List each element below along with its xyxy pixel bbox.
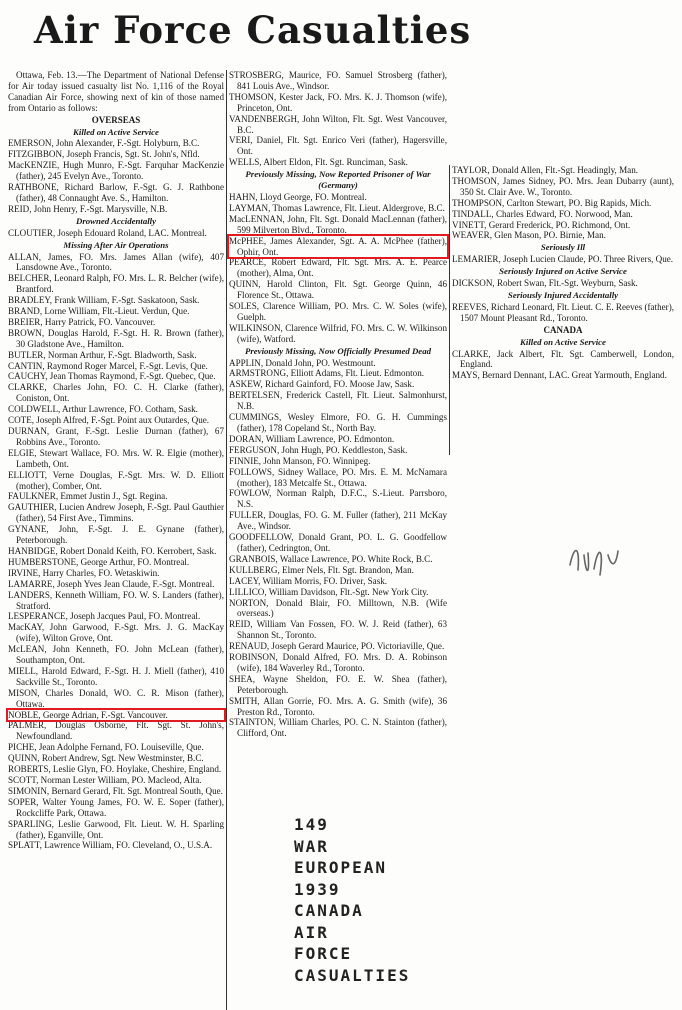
subsection-heading: Previously Missing, Now Reported Prisoner of War (Germany) <box>245 169 431 191</box>
casualty-entry: BRADLEY, Frank William, F.-Sgt. Saskatoon, Sask. <box>8 295 200 306</box>
casualty-entry: SPARLING, Leslie Garwood, Flt. Lieut. W. H. Sparling (father), Eganville, Ont. <box>8 818 224 840</box>
casualty-entry: SCOTT, Norman Lester William, PO. Macleod, Alta. <box>8 775 202 785</box>
casualty-entry: GAUTHIER, Lucien Andrew Joseph, F.-Sgt. Paul Gauthier (father), 54 First Ave., Timmins. <box>8 502 224 524</box>
casualty-entry: WELLS, Albert Eldon, Flt. Sgt. Runciman, Sask. <box>229 157 408 168</box>
casualty-entry: LACEY, William Morris, FO. Driver, Sask. <box>229 575 388 586</box>
casualty-entry: SOPER, Walter Young James, FO. W. E. Soper (father), Rockcliffe Park, Ottawa. <box>8 796 224 818</box>
casualty-entry: QUINN, Harold Clinton, Flt. Sgt. George Quinn, 46 Florence St., Ottawa. <box>229 279 447 301</box>
casualty-entry: CLOUTIER, Joseph Edouard Roland, LAC. Montreal. <box>8 227 207 238</box>
subsection-heading: Missing After Air Operations <box>63 239 169 250</box>
casualty-entry: PALMER, Douglas Osborne, Flt. Sgt. St. John's, Newfoundland. <box>8 720 224 742</box>
headline: Air Force Casualties <box>34 8 472 52</box>
column-2 <box>229 70 447 739</box>
casualty-entry: IRVINE, Harry Charles, FO. Wetaskiwin. <box>8 567 160 578</box>
casualty-entry: CLARKE, Jack Albert, Flt. Sgt. Camberwell, London, England. <box>452 348 674 370</box>
casualty-entry: HUMBERSTONE, George Arthur, FO. Montreal. <box>8 556 190 567</box>
casualty-entry: MAYS, Bernard Dennant, LAC. Great Yarmouth, England. <box>452 370 667 381</box>
stamp-line: 1939 <box>294 879 341 899</box>
stamp-line: 149 <box>294 815 329 834</box>
casualty-entry: STAINTON, William Charles, PO. C. N. Stainton (father), Clifford, Ont. <box>229 717 447 739</box>
casualty-entry: CLARKE, Charles John, FO. C. H. Clarke (father), Coniston, Ont. <box>8 382 224 404</box>
stamp-line: CANADA <box>294 901 364 920</box>
subsection-heading: Previously Missing, Now Officially Presumed Dead <box>244 345 432 356</box>
column-3 <box>452 165 674 381</box>
stamp-line: WAR <box>294 836 329 856</box>
casualty-entry: WILKINSON, Clarence Wilfrid, FO. Mrs. C. W. Wilkinson (wife), Watford. <box>229 322 447 344</box>
casualty-entry: CANTIN, Raymond Roger Marcel, F.-Sgt. Levis, Que. <box>8 360 208 371</box>
casualty-entry: MISON, Charles Donald, WO. C. R. Mison (father), Ottawa. <box>8 687 224 709</box>
casualty-entry: SOLES, Clarence William, PO. Mrs. C. W. Soles (wife), Guelph. <box>229 301 447 322</box>
casualty-entry: ALLAN, James, FO. Mrs. James Allan (wife), 407 Lansdowne Ave., Toronto. <box>8 251 224 273</box>
casualty-entry: McLEAN, John Kenneth, FO. John McLean (father), Southampton, Ont. <box>8 644 224 666</box>
casualty-entry: LAMARRE, Joseph Yves Jean Claude, F.-Sgt. Montreal. <box>8 578 215 589</box>
casualty-entry: FOLLOWS, Sidney Wallace, PO. Mrs. E. M. McNamara (mother), 183 Metcalfe St., Ottawa. <box>229 466 447 488</box>
subsection-heading: Drowned Accidentally <box>75 215 157 226</box>
highlighted-casualty-entry: McPHEE, James Alexander, Sgt. A. A. McPhee (father), Ophir, Ont. <box>229 235 447 257</box>
casualty-entry: KULLBERG, Elmer Nels, Flt. Sgt. Brandon, Man. <box>229 564 414 575</box>
casualty-entry: BREIER, Harry Patrick, FO. Vancouver. <box>8 316 156 327</box>
casualty-entry: REID, John Henry, F.-Sgt. Marysville, N.B. <box>8 203 168 214</box>
casualty-entry: GOODFELLOW, Donald Grant, PO. L. G. Goodfellow (father), Cedrington, Ont. <box>229 532 447 553</box>
casualty-entry: PEARCE, Robert Edward, Flt. Sgt. Mrs. A. E. Pearce (mother), Alma, Ont. <box>229 257 447 279</box>
casualty-entry: COTE, Joseph Alfred, F.-Sgt. Point aux Outardes, Que. <box>8 415 210 426</box>
casualty-entry: ELGIE, Stewart Wallace, FO. Mrs. W. R. Elgie (mother), Lambeth, Ont. <box>8 447 224 469</box>
casualty-entry: BERTELSEN, Frederick Castell, Flt. Lieut. Salmonhurst, N.B. <box>229 390 447 412</box>
casualty-entry: REEVES, Richard Leonard, Flt. Lieut. C. E. Reeves (father), 1507 Mount Pleasant Rd., Toronto. <box>452 301 674 323</box>
casualty-entry: ROBERTS, Leslie Glyn, FO. Hoylake, Cheshire, England. <box>8 764 222 775</box>
casualty-entry: LILLICO, William Davidson, Flt.-Sgt. New York City. <box>229 586 429 597</box>
casualty-entry: STROSBERG, Maurice, FO. Samuel Strosberg (father), 841 Louis Ave., Windsor. <box>229 70 447 91</box>
casualty-entry: THOMSON, James Sidney, PO. Mrs. Jean Dubarry (aunt), 350 St. Clair Ave. W., Toronto. <box>452 175 674 197</box>
casualty-entry: HAHN, Lloyd George, FO. Montreal. <box>229 191 367 202</box>
section-heading: CANADA <box>543 324 583 335</box>
casualty-entry: ELLIOTT, Verne Douglas, F.-Sgt. Mrs. W. D. Elliott (mother), Comber, Ont. <box>8 469 224 491</box>
casualty-entry: SMITH, Allan Gorrie, FO. Mrs. A. G. Smith (wife), 36 Preston Rd., Toronto. <box>229 695 447 717</box>
casualty-entry: RENAUD, Joseph Gerard Maurice, PO. Victoriaville, Que. <box>229 641 445 652</box>
casualty-entry: RATHBONE, Richard Barlow, F.-Sgt. G. J. Rathbone (father), 48 Connaught Ave. S., Hamilton. <box>8 182 224 203</box>
casualty-entry: BRAND, Lorne William, Flt.-Lieut. Verdun, Que. <box>8 306 190 317</box>
casualty-entry: MIELL, Harold Edward, F.-Sgt. H. J. Miell (father), 410 Sackville St., Toronto. <box>8 665 224 687</box>
casualty-entry: EMERSON, John Alexander, F.-Sgt. Holyburn, B.C. <box>8 138 200 149</box>
casualty-entry: BROWN, Douglas Harold, F.-Sgt. H. R. Brown (father), 30 Gladstone Ave., Hamilton. <box>8 327 224 349</box>
dateline-intro: Ottawa, Feb. 13.—The Department of National Defense for Air today issued casualty list No. 1,116 of the Royal Canadian Air Force, showing next of kin of those named from Ontario as follows: <box>8 70 224 113</box>
casualty-entry: TINDALL, Charles Edward, FO. Norwood, Man. <box>452 208 633 219</box>
casualty-entry: HANBIDGE, Robert Donald Keith, FO. Kerrobert, Sask. <box>8 545 217 556</box>
subsection-heading: Seriously Ill <box>540 242 586 253</box>
subsection-heading: Killed on Active Service <box>520 336 606 347</box>
casualty-entry: FULLER, Douglas, FO. G. M. Fuller (father), 211 McKay Ave., Windsor. <box>229 510 447 532</box>
casualty-entry: COLDWELL, Arthur Lawrence, FO. Cotham, Sask. <box>8 404 198 415</box>
casualty-entry: VINETT, Gerard Frederick, PO. Richmond, Ont. <box>452 219 631 230</box>
subsection-heading: Seriously Injured Accidentally <box>507 289 619 300</box>
casualty-entry: ROBINSON, Donald Alfred, FO. Mrs. D. A. Robinson (wife), 184 Waverley Rd., Toronto. <box>229 652 447 673</box>
casualty-entry: FOWLOW, Norman Ralph, D.F.C., S.-Lieut. Parrsboro, N.S. <box>229 488 447 510</box>
casualty-entry: TAYLOR, Donald Allen, Flt.-Sgt. Headingly, Man. <box>452 165 639 175</box>
stamp-line: CASUALTIES <box>294 965 411 985</box>
casualty-entry: ASKEW, Richard Gainford, FO. Moose Jaw, Sask. <box>229 379 415 390</box>
casualty-entry: WEAVER, Glen Mason, PO. Birnie, Man. <box>452 230 606 241</box>
casualty-entry: BELCHER, Leonard Ralph, FO. Mrs. L. R. Belcher (wife), Brantford. <box>8 273 224 295</box>
casualty-entry: SIMONIN, Bernard Gerard, Flt. Sgt. Montreal South, Que. <box>8 785 223 796</box>
casualty-entry: GYNANE, John, F.-Sgt. J. E. Gynane (father), Peterborough. <box>8 524 224 546</box>
archive-stamp <box>294 814 410 986</box>
stamp-line: AIR <box>294 922 329 942</box>
casualty-entry: LESPERANCE, Joseph Jacques Paul, FO. Montreal. <box>8 611 201 622</box>
casualty-entry: FERGUSON, John Hugh, PO. Keddleston, Sask. <box>229 444 408 455</box>
column-rule <box>226 70 227 1010</box>
casualty-entry: MacKENZIE, Hugh Munro, F.-Sgt. Farquhar MacKenzie (father), 245 Evelyn Ave., Toronto. <box>8 160 224 182</box>
casualty-entry: NORTON, Donald Blair, FO. Milltown, N.B. (Wife overseas.) <box>229 597 447 619</box>
section-heading: OVERSEAS <box>91 114 141 125</box>
casualty-entry: DORAN, William Lawrence, PO. Edmonton. <box>229 433 395 444</box>
casualty-entry: REID, William Van Fossen, FO. W. J. Reid (father), 63 Shannon St., Toronto. <box>229 619 447 641</box>
casualty-entry: THOMPSON, Carlton Stewart, PO. Big Rapids, Mich. <box>452 197 652 208</box>
casualty-entry: FINNIE, John Manson, FO. Winnipeg. <box>229 455 371 466</box>
casualty-entry: FITZGIBBON, Joseph Francis, Sgt. St. John's, Nfld. <box>8 149 200 160</box>
casualty-entry: MacKAY, John Garwood, F.-Sgt. Mrs. J. G. MacKay (wife), Wilton Grove, Ont. <box>8 622 224 644</box>
casualty-entry: BUTLER, Norman Arthur, F.-Sgt. Bladworth, Sask. <box>8 349 197 360</box>
casualty-entry: LEMARIER, Joseph Lucien Claude, PO. Three Rivers, Que. <box>452 254 674 265</box>
stamp-line: EUROPEAN <box>294 858 388 877</box>
casualty-entry: QUINN, Robert Andrew, Sgt. New Westminster, B.C. <box>8 753 204 764</box>
casualty-entry: VERI, Daniel, Flt. Sgt. Enrico Veri (father), Hagersville, Ont. <box>229 135 447 157</box>
handwritten-scribble <box>560 525 630 595</box>
casualty-entry: CAUCHY, Jean Thomas Raymond, F.-Sgt. Quebec, Que. <box>8 371 216 382</box>
casualty-entry: CUMMINGS, Wesley Elmore, FO. G. H. Cummings (father), 178 Copeland St., North Bay. <box>229 412 447 433</box>
casualty-entry: LAYMAN, Thomas Lawrence, Flt. Lieut. Aldergrove, B.C. <box>229 202 445 213</box>
subsection-heading: Killed on Active Service <box>73 126 159 137</box>
highlighted-casualty-entry: NOBLE, George Adrian, F.-Sgt. Vancouver. <box>8 710 224 721</box>
stamp-line: FORCE <box>294 944 353 963</box>
casualty-entry: SPLATT, Lawrence William, FO. Cleveland, O., U.S.A. <box>8 840 213 851</box>
casualty-entry: THOMSON, Kester Jack, FO. Mrs. K. J. Thomson (wife), Princeton, Ont. <box>229 91 447 113</box>
column-rule <box>449 165 450 455</box>
casualty-entry: VANDENBERGH, John Wilton, Flt. Sgt. West Vancouver, B.C. <box>229 113 447 135</box>
casualty-entry: GRANBOIS, Wallace Lawrence, PO. White Rock, B.C. <box>229 553 433 564</box>
casualty-entry: PICHE, Jean Adolphe Fernand, FO. Louiseville, Que. <box>8 742 204 753</box>
casualty-entry: SHEA, Wayne Sheldon, FO. E. W. Shea (father), Peterborough. <box>229 673 447 695</box>
casualty-entry: DURNAN, Grant, F.-Sgt. Leslie Durnan (father), 67 Robbins Ave., Toronto. <box>8 426 224 447</box>
column-1 <box>8 70 224 851</box>
casualty-entry: APPLIN, Donald John, PO. Westmount. <box>229 357 376 368</box>
casualty-entry: ARMSTRONG, Elliott Adams, Flt. Lieut. Edmonton. <box>229 368 425 379</box>
subsection-heading: Seriously Injured on Active Service <box>499 266 627 277</box>
casualty-entry: LANDERS, Kenneth William, FO. W. S. Landers (father), Stratford. <box>8 589 224 611</box>
casualty-entry: MacLENNAN, John, Flt. Sgt. Donald MacLennan (father), 599 Milverton Blvd., Toronto. <box>229 213 447 235</box>
casualty-entry: DICKSON, Robert Swan, Flt.-Sgt. Weyburn, Sask. <box>452 278 638 289</box>
casualty-entry: FAULKNER, Emmet Justin J., Sgt. Regina. <box>8 491 168 502</box>
